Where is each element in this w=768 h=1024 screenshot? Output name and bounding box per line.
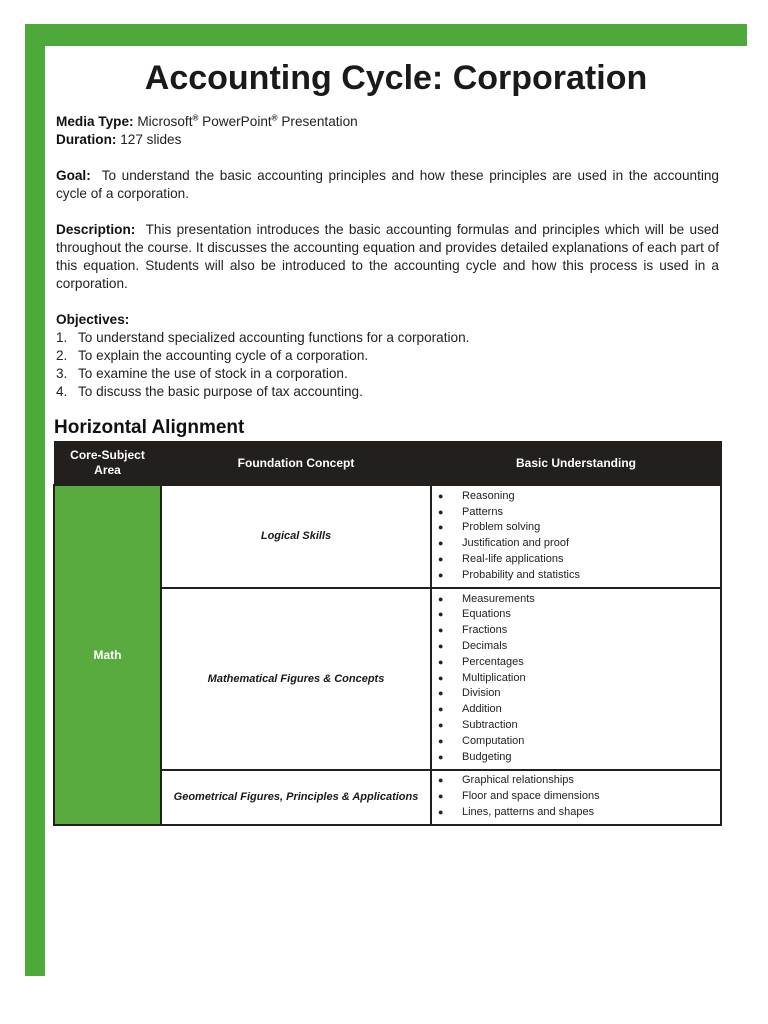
objective-number: 4. xyxy=(56,384,68,399)
list-item xyxy=(436,535,716,551)
list-item xyxy=(436,701,716,717)
list-item xyxy=(436,520,716,536)
objective-item xyxy=(56,329,719,347)
bullet-icon: ● xyxy=(438,490,444,501)
objective-number: 1. xyxy=(56,330,68,345)
goal-label: Goal: xyxy=(56,168,91,183)
list-item-text: Measurements xyxy=(462,592,535,605)
list-item xyxy=(436,607,716,623)
bullet-icon: ● xyxy=(438,720,444,731)
objective-text: To discuss the basic purpose of tax accounting. xyxy=(78,384,363,399)
list-item xyxy=(436,622,716,638)
bullet-icon: ● xyxy=(438,538,444,549)
goal-paragraph xyxy=(56,167,719,203)
bullet-icon: ● xyxy=(438,656,444,667)
objective-text: To understand specialized accounting functions for a corporation. xyxy=(78,330,470,345)
list-item xyxy=(436,773,716,789)
list-item-text: Lines, patterns and shapes xyxy=(462,806,595,819)
understanding-list xyxy=(436,773,716,820)
understanding-list xyxy=(436,591,716,765)
list-item xyxy=(436,591,716,607)
objective-text: To explain the accounting cycle of a corporation. xyxy=(78,348,369,363)
list-item-text: Equations xyxy=(462,608,511,621)
list-item xyxy=(436,504,716,520)
bullet-icon: ● xyxy=(438,775,444,786)
list-item-text: Budgeting xyxy=(462,750,512,763)
core-area-cell: Math xyxy=(54,485,161,825)
list-item-text: Fractions xyxy=(462,624,508,637)
media-type-value-3: Presentation xyxy=(281,114,358,129)
list-item xyxy=(436,749,716,765)
list-item-text: Percentages xyxy=(462,655,524,668)
objective-number: 2. xyxy=(56,348,68,363)
list-item xyxy=(436,686,716,702)
objective-item xyxy=(56,365,719,383)
bullet-icon: ● xyxy=(438,641,444,652)
registered-mark: ® xyxy=(271,113,278,123)
bullet-icon: ● xyxy=(438,807,444,818)
list-item-text: Division xyxy=(462,687,501,700)
goal-text: To understand the basic accounting principles and how these principles are used in the accounting cycle of a corporation. xyxy=(56,168,719,201)
description-paragraph xyxy=(56,221,719,293)
list-item-text: Decimals xyxy=(462,640,508,653)
list-item-text: Problem solving xyxy=(462,521,541,534)
list-item-text: Computation xyxy=(462,734,525,747)
list-item-text: Graphical relationships xyxy=(462,774,574,787)
bullet-icon: ● xyxy=(438,625,444,636)
objective-number: 3. xyxy=(56,366,68,381)
list-item-text: Probability and statistics xyxy=(462,568,580,581)
list-item xyxy=(436,638,716,654)
concept-cell: Mathematical Figures & Concepts xyxy=(161,588,431,770)
understanding-cell xyxy=(431,770,721,825)
objective-text: To examine the use of stock in a corporation. xyxy=(78,366,348,381)
list-item xyxy=(436,788,716,804)
bullet-icon: ● xyxy=(438,704,444,715)
list-item xyxy=(436,488,716,504)
understanding-cell xyxy=(431,485,721,588)
list-item xyxy=(436,717,716,733)
understanding-list xyxy=(436,488,716,583)
page-title: Accounting Cycle: Corporation xyxy=(144,59,648,97)
list-item-text: Floor and space dimensions xyxy=(462,790,600,803)
description-label: Description: xyxy=(56,222,136,237)
bullet-icon: ● xyxy=(438,554,444,565)
bullet-icon: ● xyxy=(438,569,444,580)
concept-cell: Logical Skills xyxy=(161,485,431,588)
column-header-foundation-concept: Foundation Concept xyxy=(161,442,431,486)
list-item-text: Patterns xyxy=(462,505,503,518)
bullet-icon: ● xyxy=(438,791,444,802)
column-header-core-area: Core-Subject Area xyxy=(54,442,161,486)
list-item xyxy=(436,804,716,820)
objective-item xyxy=(56,347,719,365)
bullet-icon: ● xyxy=(438,609,444,620)
list-item-text: Addition xyxy=(462,703,502,716)
objectives-label: Objectives: xyxy=(56,312,130,327)
left-accent-bar xyxy=(25,24,45,976)
media-type-line xyxy=(56,113,719,131)
alignment-table xyxy=(53,441,722,826)
document-body xyxy=(56,113,719,401)
media-type-label: Media Type: xyxy=(56,114,134,129)
duration-label: Duration: xyxy=(56,132,117,147)
bullet-icon: ● xyxy=(438,506,444,517)
bullet-icon: ● xyxy=(438,672,444,683)
list-item-text: Justification and proof xyxy=(462,537,570,550)
top-accent-bar xyxy=(25,24,747,46)
registered-mark: ® xyxy=(192,113,199,123)
list-item-text: Reasoning xyxy=(462,489,515,502)
concept-cell: Geometrical Figures, Principles & Applications xyxy=(161,770,431,825)
list-item-text: Multiplication xyxy=(462,671,526,684)
bullet-icon: ● xyxy=(438,751,444,762)
list-item-text: Real-life applications xyxy=(462,553,564,566)
description-text: This presentation introduces the basic accounting formulas and principles which will be used throughout the course. It discusses the accounting equation and provides detailed explanations of each part of this equation. Students will also be introduced to the accounting cycle and how this process is used in a corporation. xyxy=(56,222,719,291)
duration-line xyxy=(56,131,719,149)
column-header-basic-understanding: Basic Understanding xyxy=(431,442,721,486)
objective-item xyxy=(56,383,719,401)
bullet-icon: ● xyxy=(438,735,444,746)
list-item-text: Subtraction xyxy=(462,719,518,732)
list-item xyxy=(436,670,716,686)
list-item xyxy=(436,551,716,567)
bullet-icon: ● xyxy=(438,688,444,699)
media-type-value-1: Microsoft xyxy=(137,114,193,129)
table-row xyxy=(54,485,721,588)
duration-value: 127 slides xyxy=(120,132,182,147)
media-type-value-2: PowerPoint xyxy=(202,114,272,129)
table-header-row xyxy=(54,442,721,486)
understanding-cell xyxy=(431,588,721,770)
bullet-icon: ● xyxy=(438,522,444,533)
objectives-list xyxy=(56,329,719,401)
bullet-icon: ● xyxy=(438,593,444,604)
list-item xyxy=(436,654,716,670)
alignment-heading: Horizontal Alignment xyxy=(54,417,245,438)
list-item xyxy=(436,733,716,749)
list-item xyxy=(436,567,716,583)
